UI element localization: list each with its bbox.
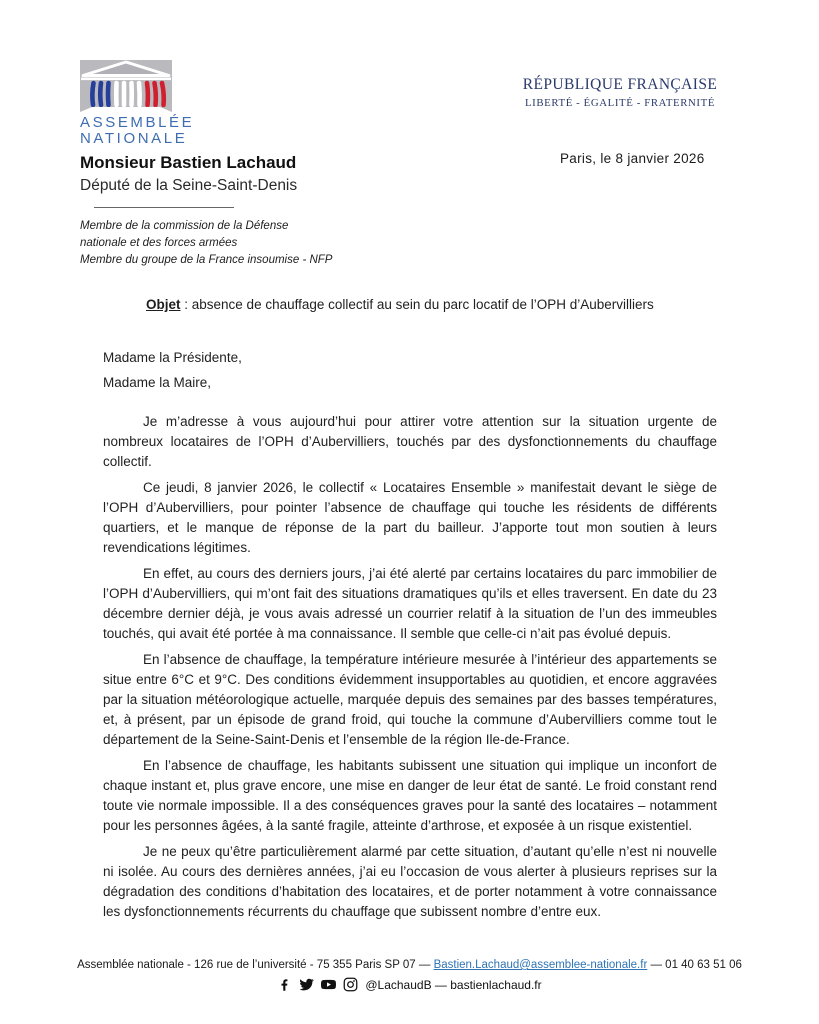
header-divider [94, 207, 234, 208]
instagram-icon [343, 977, 358, 992]
footer-social-line [0, 977, 819, 992]
republic-header [470, 76, 770, 109]
republic-title: RÉPUBLIQUE FRANÇAISE [522, 76, 718, 93]
salutation: Madame la Maire, [103, 375, 212, 390]
sender-name: Monsieur Bastien Lachaud [80, 153, 297, 172]
paragraph: En effet, au cours des derniers jours, j’ai été alerté par certains locataires du parc immobilier de l’OPH d’Aubervilliers, qui m’ont fait des situations dramatiques qu’ils et elles traversent. En date du 23 décembre dernier déjà, je vous avais adressé un courrier relatif à la situation de l’un des immeubles touchés, qui avait été portée à ma connaissance. Il semble que celle-ci n’ait pas évolué depuis. [103, 566, 717, 641]
institution-name-line2: NATIONALE [80, 129, 188, 147]
institution-name-line1: ASSEMBLÉE [80, 114, 195, 131]
paragraph: Ce jeudi, 8 janvier 2026, le collectif « Locataires Ensemble » manifestait devant le siège de l’OPH d’Aubervilliers, pour pointer l’absence de chauffage qui touche les résidents de différents quartiers, et le manque de réponse de la part du bailleur. J’apporte tout mon soutien à leurs revendications légitimes. [103, 480, 717, 555]
letter-footer [0, 959, 819, 992]
youtube-icon [321, 977, 336, 992]
paragraph: En l’absence de chauffage, la température intérieure mesurée à l’intérieur des appartements se situe entre 6°C et 9°C. Des conditions évidemment insupportables au quotidien, et encore aggravées par la situation météorologique actuelle, marquée depuis des semaines par des basses températures, et, à présent, par un épisode de grand froid, qui touche la commune d’Aubervilliers comme tout le département de la Seine-Saint-Denis et l’ensemble de la région Ile-de-France. [103, 652, 717, 747]
paragraph: Je m’adresse à vous aujourd’hui pour attirer votre attention sur la situation urgente de nombreux locataires de l’OPH d’Aubervilliers, touchés par des dysfonctionnements du chauffage collectif. [103, 414, 717, 469]
sender-role: Député de la Seine-Saint-Denis [80, 177, 298, 194]
footer-separator: — [415, 959, 434, 971]
sender-memberships [80, 218, 380, 269]
subject-text: : absence de chauffage collectif au sein du parc locatif de l’OPH d’Aubervilliers [180, 297, 654, 312]
assemblee-nationale-logo [80, 60, 172, 112]
footer-social-text: @LachaudB — bastienlachaud.fr [365, 977, 542, 992]
footer-address: Assemblée nationale - 126 rue de l’université - 75 355 Paris SP 07 [77, 959, 416, 971]
footer-separator: — [647, 959, 666, 971]
paragraph: Je ne peux qu’être particulièrement alarmé par cette situation, d’autant qu’elle n’est ni nouvelle ni isolée. Au cours des dernières années, j’ai eu l’occasion de vous alerter à plusieurs reprises sur la dégradation des conditions d’habitation des locataires, et de porter notamment à votre connaissance les dysfonctionnements récurrents du chauffage que subissent nombre d’entre eux. [103, 844, 717, 919]
membership-line: nationale et des forces armées [80, 237, 238, 249]
footer-phone: 01 40 63 51 06 [665, 959, 742, 971]
facebook-icon [277, 977, 292, 992]
institution-name [80, 115, 380, 146]
footer-email-link[interactable]: Bastien.Lachaud@assemblee-nationale.fr [433, 959, 648, 971]
footer-contact-line [0, 959, 819, 971]
letter-body [103, 297, 717, 928]
sender-header [80, 60, 380, 269]
membership-line: Membre de la commission de la Défense [80, 220, 289, 232]
membership-line: Membre du groupe de la France insoumise - NFP [80, 254, 333, 266]
twitter-icon [299, 977, 314, 992]
subject-label: Objet [146, 297, 181, 312]
paragraph: En l’absence de chauffage, les habitants subissent une situation qui implique un inconfort de chaque instant et, plus grave encore, une mise en danger de leur état de santé. Le froid constant rend toute vie normale impossible. Il a des conséquences graves pour la santé des locataires – notamment pour les personnes âgées, à la santé fragile, atteinte d’arthrose, et exposée à un risque existentiel. [103, 758, 717, 833]
salutation: Madame la Présidente, [103, 350, 242, 365]
subject-line [103, 297, 717, 312]
republic-motto: LIBERTÉ - ÉGALITÉ - FRATERNITÉ [524, 97, 716, 109]
dateline: Paris, le 8 janvier 2026 [560, 151, 705, 166]
